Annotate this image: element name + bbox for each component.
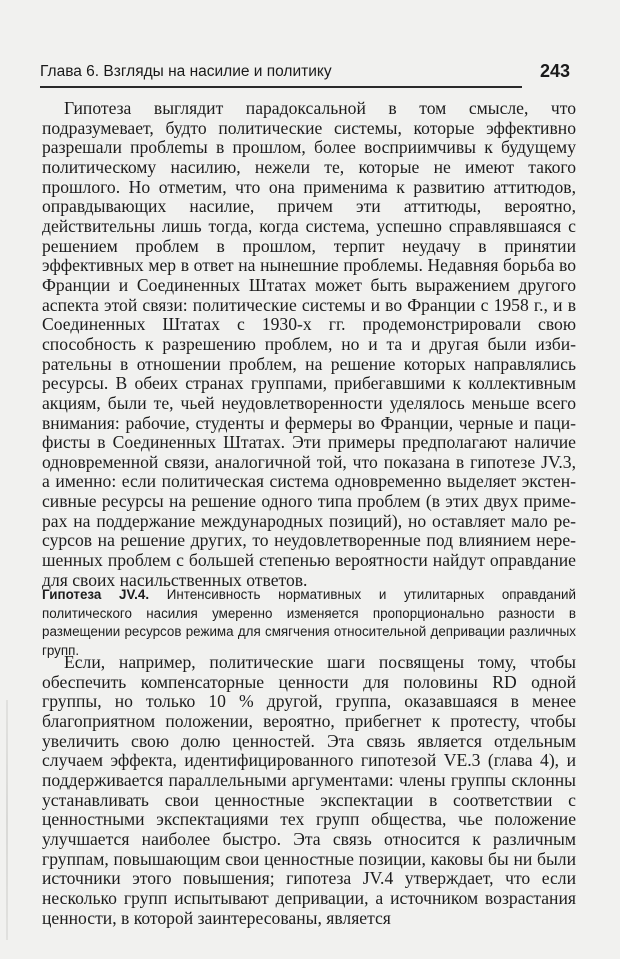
hypothesis-block bbox=[42, 586, 576, 660]
hypothesis-label: Гипотеза JV.4. bbox=[42, 587, 150, 602]
header-rule bbox=[40, 86, 522, 88]
chapter-title: Глава 6. Взгляды на насилие и политику bbox=[40, 63, 332, 80]
running-head bbox=[40, 63, 570, 87]
body-paragraph: Если, например, политические шаги посвящены тому, чтобы обеспечить компенсаторные ценности для половины RD одной группы, но только 10 % другой, группа, оказавшаяся в менее благоприятном положении, вероятно, прибегнет к протесту, чтобы увеличить свою долю ценностей. Эта связь является отдельным случаем эффекта, идентифицированного гипотезой VE.3 (глава 4), и поддерживается параллельными аргументами: члены группы склонны устанавливать свои ценностные экспектации в соответствии с ценностными экспектациями тех групп общества, чье положение улучшается наиболее быстро. Эта связь относится к различным группам, повышающим свои ценностные позиции, каковы бы ни были источники этого повышения; гипотеза JV.4 утверждает, что если несколько групп испытывают депривации, а источником возрастания ценности, в которой заинтересованы, является bbox=[42, 652, 576, 928]
hypothesis-text: Интенсивность нормативных и утилитарных оправданий политического насилия умеренно изменяется пропорционально разности в размещении ресурсов режима для смягчения относительной депривации различных групп. bbox=[42, 587, 576, 658]
body-paragraph: Гипотеза выглядит парадоксальной в том смысле, что подразумевает, будто политические системы, которые эффективно разрешали проблеmы в прошлом, более восприимчивы к будущему политическому насилию, нежели те, которые не имеют такого прошлого. Но отметим, что она применима к развитию аттитюдов, оправдывающих насилие, причем эти аттитюды, вероятно, действительны лишь тогда, когда система, успешно справлявшаяся с решением проблем в прошлом, терпит неудачу в принятии эффективных мер в ответ на нынешние проблемы. Недавняя борьба во Франции и Соединенных Штатах может быть выражением другого аспекта этой связи: политические системы и во Франции с 1958 г., и в Соединенных Штатах с 1930-х гг. продемонстрировали свою способность к разрешению проблем, но и та и другая были избирательны в отношении проблем, на решение которых направлялись ресурсы. В обеих странах группами, прибегавшими к коллективным акциям, были те, чьей неудовлетворенности уделялось меньше всего внимания: рабочие, студенты и фермеры во Франции, черные и пацифисты в Соединенных Штатах. Эти примеры предполагают наличие одновременной связи, аналогичной той, что показана в гипотезе JV.3, а именно: если политическая система одновременно выделяет экстенсивные ресурсы на решение одного типа проблем (в этих двух примерах на поддержание международных позиций), но оставляет мало ресурсов на решение других, то неудовлетворенные под влиянием нерешенных проблем с большей степенью вероятности найдут оправдание для своих насильственных ответов. bbox=[42, 98, 576, 590]
scan-margin-shadow bbox=[6, 700, 8, 940]
page-number: 243 bbox=[539, 61, 570, 81]
